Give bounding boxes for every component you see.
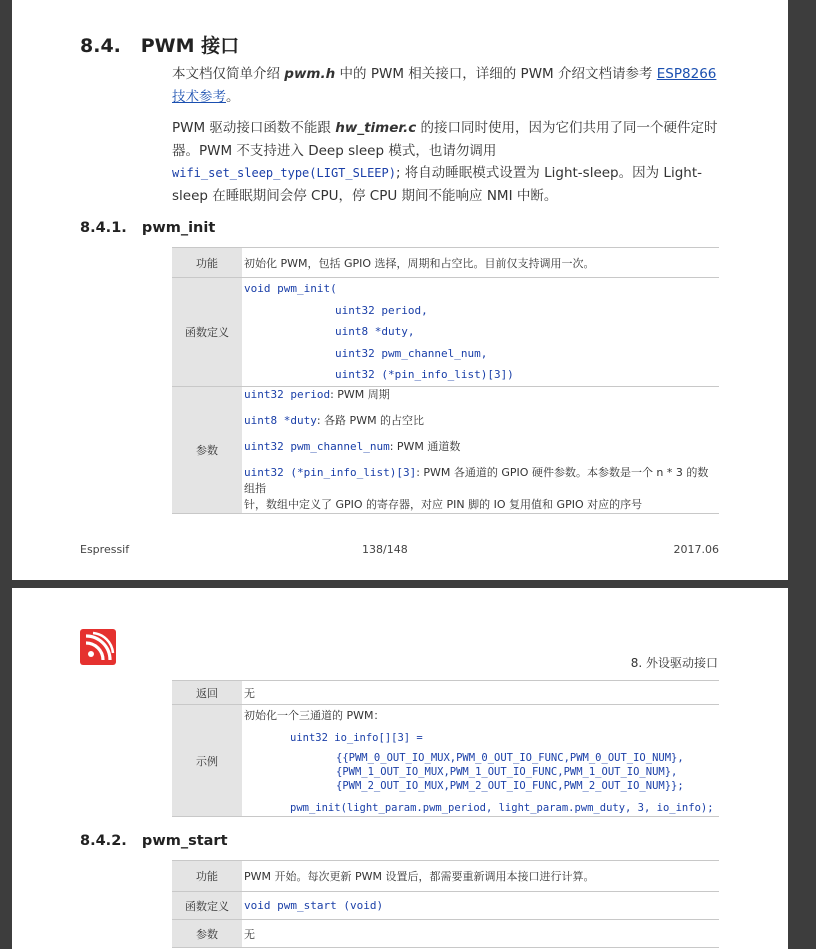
label-params-2: 参数	[172, 920, 242, 948]
document-page-139	[12, 588, 788, 949]
label-function: 功能	[172, 248, 242, 278]
chapter-header: 8. 外设驱动接口	[630, 656, 718, 670]
table-row-function-2	[172, 861, 719, 892]
label-definition: 函数定义	[172, 278, 242, 387]
section-title: 8.4. PWM 接口	[80, 35, 240, 57]
table-row-example	[172, 705, 719, 817]
table-row-function	[172, 248, 719, 278]
value-params	[242, 386, 719, 513]
table-row-return	[172, 681, 719, 705]
footer-page-number: 138/148	[362, 543, 408, 556]
pwm-init-api-table-continued	[172, 680, 719, 817]
value-definition	[242, 278, 719, 387]
label-params: 参数	[172, 386, 242, 513]
espressif-logo	[80, 629, 116, 665]
example-intro: 初始化一个三通道的 PWM：	[244, 709, 385, 722]
label-example: 示例	[172, 705, 242, 817]
value-definition-2	[242, 892, 719, 920]
table-row-params	[172, 386, 719, 513]
param-list	[244, 387, 719, 513]
param-period: uint32 period: PWM 周期	[244, 387, 390, 401]
param-duty: uint8 *duty: 各路 PWM 的占空比	[244, 413, 425, 427]
value-params-2: 无	[242, 920, 719, 948]
label-function-2: 功能	[172, 861, 242, 892]
pwm-init-api-table	[172, 247, 719, 514]
value-example	[242, 705, 719, 817]
subsection-title-pwm-start: 8.4.2. pwm_start	[80, 833, 228, 849]
param-channel-num: uint32 pwm_channel_num: PWM 通道数	[244, 439, 461, 453]
subsection-title-pwm-init: 8.4.1. pwm_init	[80, 220, 216, 236]
table-row-params-2	[172, 920, 719, 948]
table-row-definition-2	[172, 892, 719, 920]
code-block-pwm-init: void pwm_init( uint32 period, uint8 *duty, uint32 pwm_channel_num, uint32 (*pin_info_list)[3])	[244, 282, 514, 381]
espressif-logo-icon	[80, 629, 116, 665]
intro-paragraph-2: PWM 驱动接口函数不能跟 hw_timer.c 的接口同时使用，因为它们共用了同一个硬件定时 器。PWM 不支持进入 Deep sleep 模式，也请勿调用 wifi_set_sleep_type(LIGT_SLEEP); 将自动睡眠模式设置为 Light-sleep。因为 Light- sleep 在睡眠期间会停 CPU，停 CPU 期间不能响应 NMI 中断。	[172, 120, 718, 204]
table-row-definition	[172, 278, 719, 387]
file-name-pwm-h: pwm.h	[284, 66, 336, 82]
file-name-hw-timer: hw_timer.c	[335, 120, 417, 136]
link-tech-reference[interactable]: 技术参考	[172, 88, 226, 105]
value-return: 无	[242, 681, 719, 705]
label-return: 返回	[172, 681, 242, 705]
param-pin-info-list: uint32 (*pin_info_list)[3]: PWM 各通道的 GPIO 硬件参数。本参数是一个 n * 3 的数组指 针，数组中定义了 GPIO 的寄存器，对应 PIN 脚的 IO 复用值和 GPIO 对应的序号	[244, 465, 709, 511]
code-block-example: uint32 io_info[][3] = {{PWM_0_OUT_IO_MUX,PWM_0_OUT_IO_FUNC,PWM_0_OUT_IO_NUM}, {PWM_1_OUT_IO_MUX,PWM_1_OUT_IO_FUNC,PWM_1_OUT_IO_NUM}, {PWM_2_OUT_IO_MUX,PWM_2_OUT_IO_FUNC,PWM_2_OUT_IO_NUM}}; pwm_init(light_param.pwm_period, light_param.pwm_duty, 3, io_info);	[290, 732, 714, 814]
document-page-138	[12, 0, 788, 580]
intro-paragraph-1: 本文档仅简单介绍 pwm.h 中的 PWM 相关接口，详细的 PWM 介绍文档请参考 ESP8266 技术参考。	[172, 66, 717, 105]
label-definition-2: 函数定义	[172, 892, 242, 920]
inline-code-sleep: wifi_set_sleep_type(LIGT_SLEEP)	[172, 166, 396, 180]
value-function-2: PWM 开始。每次更新 PWM 设置后，都需要重新调用本接口进行计算。	[242, 861, 719, 892]
footer-company: Espressif	[80, 543, 130, 556]
footer-date: 2017.06	[673, 543, 719, 556]
link-esp8266-reference[interactable]: ESP8266	[656, 66, 717, 82]
pwm-start-api-table	[172, 860, 719, 948]
code-pwm-start: void pwm_start (void)	[244, 899, 384, 912]
value-function: 初始化 PWM，包括 GPIO 选择，周期和占空比。目前仅支持调用一次。	[242, 248, 719, 278]
